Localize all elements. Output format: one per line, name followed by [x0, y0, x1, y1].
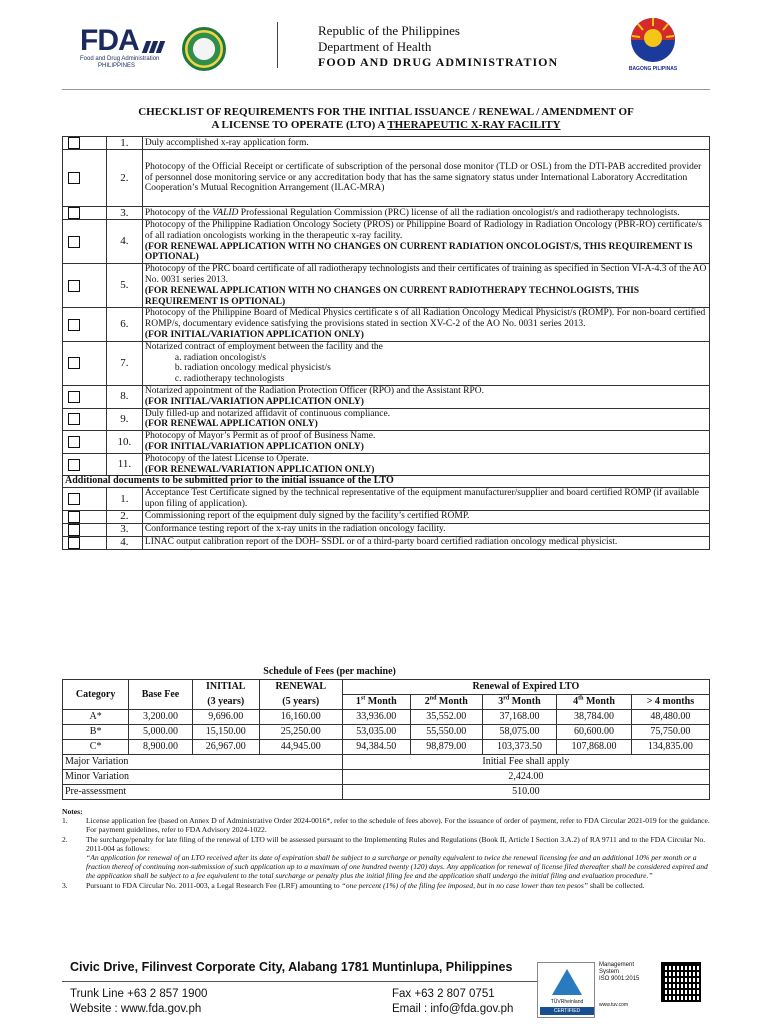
item-number: 4.: [106, 220, 142, 264]
item-text: Photocopy of the Official Receipt or certificate of subscription of the personal dose monitor (TLD or OSL) from the DTI-PAB accredited provider of personnel dose monitoring service or any accreditation body that has the same signatory status under International Laboratory Accreditation Cooperation’s Mutual Recognition Arrangement (ILAC-MRA): [142, 150, 709, 207]
item-condition: (FOR RENEWAL APPLICATION WITH NO CHANGES ON CURRENT RADIOTHERAPY TECHNOLOGISTS, THIS REQUIREMENT IS OPTIONAL): [144, 285, 640, 307]
fee-cell: A*: [63, 710, 129, 725]
note-number: 1.: [62, 816, 68, 826]
additional-row: [63, 488, 710, 511]
fees-title: Schedule of Fees (per machine): [259, 665, 709, 680]
tuv-certified-bar: CERTIFIED: [540, 1007, 594, 1015]
item-number: 10.: [106, 431, 142, 454]
checkbox[interactable]: [68, 172, 80, 184]
checkbox[interactable]: [68, 511, 80, 523]
item-condition: (FOR INITIAL/VARIATION APPLICATION ONLY): [144, 329, 364, 340]
note-1: [62, 816, 710, 834]
item-text: LINAC output calibration report of the DOH- SSDL or of a third-party board certified radiation oncology medical physicist.: [142, 536, 709, 549]
requirement-row: [63, 431, 710, 454]
republic-line: Republic of the Philippines: [318, 23, 460, 38]
col-month-1: 1st Month: [342, 695, 410, 710]
note-quote: “one percent (1%) of the filing fee imposed, but in no case lower than ten pesos”: [341, 880, 589, 890]
fee-cell: 15,150.00: [192, 725, 259, 740]
checkbox[interactable]: [68, 436, 80, 448]
item-condition: (FOR INITIAL/VARIATION APPLICATION ONLY): [144, 396, 364, 407]
fee-cell: 75,750.00: [631, 725, 709, 740]
additional-row: [63, 536, 710, 549]
checkbox[interactable]: [68, 236, 80, 248]
fda-logo-subtitle: Food and Drug Administration: [80, 56, 160, 62]
item-text: Notarized contract of employment between the facility and the: [144, 341, 383, 352]
major-variation-label: Major Variation: [63, 755, 343, 770]
footer-rule: [62, 981, 537, 982]
fee-cell: 44,945.00: [259, 740, 342, 755]
department-line: Department of Health: [318, 39, 432, 54]
fee-cell: C*: [63, 740, 129, 755]
item-text: Conformance testing report of the x-ray units in the radiation oncology facility.: [142, 523, 709, 536]
additional-row: [63, 510, 710, 523]
doh-seal-icon: [182, 27, 226, 71]
fda-logo-stripes: [144, 40, 170, 52]
note-3: [62, 881, 710, 890]
note-text: License application fee (based on Annex D of Administrative Order 2024-0016*, refer to the schedule of fees above). For the issuance of order of payment, refer to FDA Circular 2021-019 for the guidance. For payment guidelines, refer to FDA Advisory 2024-1022.: [86, 816, 710, 835]
checkbox[interactable]: [68, 413, 80, 425]
checkbox[interactable]: [68, 459, 80, 471]
mgmt-line-1: Management: [599, 962, 635, 968]
item-number: 2.: [106, 510, 142, 523]
item-text-pre: Photocopy of the: [144, 207, 213, 218]
requirement-row: [63, 207, 710, 220]
major-variation-value: Initial Fee shall apply: [342, 755, 709, 770]
col-renewal-sub: (5 years): [259, 695, 342, 710]
item-number: 6.: [106, 308, 142, 341]
item-text: Photocopy of the PRC board certificate of all radiotherapy technologists and their certificates of training as specified in Section VI-A-4.3 of the AO No. 0031 series 2013.: [144, 264, 707, 285]
footer-contacts-left: [70, 987, 207, 1017]
fee-cell: 38,784.00: [557, 710, 632, 725]
item-number: 9.: [106, 408, 142, 431]
item-text-italic: VALID: [212, 207, 239, 218]
minor-variation-label: Minor Variation: [63, 770, 343, 785]
fee-cell: 5,000.00: [129, 725, 192, 740]
fee-cell: 103,373.50: [482, 740, 557, 755]
item-number: 1.: [106, 488, 142, 511]
agency-name: FOOD AND DRUG ADMINISTRATION: [318, 55, 559, 69]
email-link[interactable]: Email : info@fda.gov.ph: [392, 1003, 514, 1015]
col-expired: Renewal of Expired LTO: [342, 680, 709, 695]
notes: [62, 807, 710, 890]
checkbox[interactable]: [68, 493, 80, 505]
col-month-2: 2nd Month: [410, 695, 482, 710]
fee-cell: 9,696.00: [192, 710, 259, 725]
tuv-triangle-icon: [552, 969, 582, 995]
requirement-row: [63, 264, 710, 308]
item-sub-a: a. radiation oncologist/s: [174, 352, 266, 363]
footer-contacts-right: [392, 987, 513, 1017]
col-more-months: > 4 months: [631, 695, 709, 710]
fee-cell: 60,600.00: [557, 725, 632, 740]
item-text: Acceptance Test Certificate signed by the technical representative of the equipment manufacturer/supplier and board certified ROMP (if available upon filing of application).: [142, 488, 709, 511]
management-system-label: [599, 962, 657, 1008]
tuv-certification-badge: [537, 962, 595, 1018]
item-text: Photocopy of the Philippine Board of Medical Physics certificate s of all Radiation Oncology Medical Physicist/s (ROMP). For non-board certified ROMP/s, documentary evidence satisfying the provisions stated in section XV-C-2 of the AO No. 0031 series 2013.: [144, 308, 706, 330]
title-prefix: A LICENSE TO OPERATE (LTO) A: [211, 119, 388, 131]
item-number: 1.: [106, 137, 142, 150]
fee-cell: 107,868.00: [557, 740, 632, 755]
footer-address: Civic Drive, Filinvest Corporate City, Alabang 1781 Muntinlupa, Philippines: [70, 960, 513, 974]
mgmt-line-2: System: [599, 969, 620, 975]
additional-heading: Additional documents to be submitted prior to the initial issuance of the LTO: [63, 476, 710, 488]
fee-cell: 58,075.00: [482, 725, 557, 740]
fda-logo-text: FDA: [80, 24, 139, 57]
fee-cell: 37,168.00: [482, 710, 557, 725]
requirement-row: [63, 137, 710, 150]
note-number: 3.: [62, 880, 68, 890]
item-text: [142, 207, 709, 220]
item-number: 3.: [106, 523, 142, 536]
fee-cell: 25,250.00: [259, 725, 342, 740]
requirement-row: [63, 408, 710, 431]
document-title: [62, 106, 710, 132]
fee-row-minor: [63, 770, 710, 785]
checkbox[interactable]: [68, 357, 80, 369]
col-initial-sub: (3 years): [192, 695, 259, 710]
bagong-pilipinas-label: BAGONG PILIPINAS: [628, 66, 678, 72]
note-number: 2.: [62, 834, 68, 844]
fee-row-major: [63, 755, 710, 770]
fee-cell: 98,879.00: [410, 740, 482, 755]
fee-cell: 134,835.00: [631, 740, 709, 755]
requirement-row: [63, 453, 710, 476]
item-number: 11.: [106, 453, 142, 476]
fee-row: [63, 710, 710, 725]
checkbox[interactable]: [68, 319, 80, 331]
item-condition: (FOR RENEWAL/VARIATION APPLICATION ONLY): [144, 464, 375, 475]
item-sub-b: b. radiation oncology medical physicist/s: [174, 363, 331, 374]
title-line-2: [62, 119, 710, 132]
additional-heading-row: [63, 476, 710, 488]
fee-row: [63, 740, 710, 755]
fees-table: [62, 665, 710, 800]
note-2: [62, 835, 710, 881]
item-number: 8.: [106, 385, 142, 408]
item-condition: (FOR RENEWAL APPLICATION ONLY): [144, 419, 318, 430]
item-condition: (FOR INITIAL/VARIATION APPLICATION ONLY): [144, 441, 364, 452]
note-text: The surcharge/penalty for late filing of the renewal of LTO will be assessed pursuant to the Implementing Rules and Regulations (Book II, Article I Section 3.A.2) of RA 9711 and to the FDA Circular No. 2011-004 as follows:: [86, 834, 706, 853]
fee-cell: 8,900.00: [129, 740, 192, 755]
fee-cell: B*: [63, 725, 129, 740]
requirement-row: [63, 308, 710, 341]
fee-cell: 35,552.00: [410, 710, 482, 725]
requirement-row: [63, 341, 710, 385]
item-text: Notarized appointment of the Radiation Protection Officer (RPO) and the Assistant RPO.: [144, 385, 485, 396]
item-number: 5.: [106, 264, 142, 308]
note-text: Pursuant to FDA Circular No. 2011-003, a Legal Research Fee (LRF) amounting to: [86, 880, 342, 890]
qr-code-icon: [661, 962, 701, 1002]
title-facility-type: THERAPEUTIC X-RAY FACILITY: [387, 119, 561, 131]
fee-cell: 55,550.00: [410, 725, 482, 740]
additional-row: [63, 523, 710, 536]
fax-line: Fax +63 2 807 0751: [392, 988, 495, 1000]
checkbox[interactable]: [68, 524, 80, 536]
header-divider: [277, 22, 278, 68]
requirement-row: [63, 385, 710, 408]
header-text: [318, 23, 460, 55]
col-renewal: RENEWAL: [259, 680, 342, 695]
item-text: Duly accomplished x-ray application form.: [142, 137, 709, 150]
item-number: 7.: [106, 341, 142, 385]
note-text-end: shall be collected.: [588, 880, 645, 890]
col-month-3: 3rd Month: [482, 695, 557, 710]
requirement-row: [63, 220, 710, 264]
item-number: 3.: [106, 207, 142, 220]
letterhead: [0, 0, 770, 90]
bagong-pilipinas-icon: [624, 14, 682, 66]
header-rule: [62, 89, 710, 90]
website-link[interactable]: Website : www.fda.gov.ph: [70, 1003, 202, 1015]
fee-cell: 48,480.00: [631, 710, 709, 725]
col-category: Category: [63, 680, 129, 710]
trunk-line: Trunk Line +63 2 857 1900: [70, 988, 208, 1000]
fee-cell: 26,967.00: [192, 740, 259, 755]
item-sub-c: c. radiotherapy technologists: [174, 374, 285, 385]
note-quote: “An application for renewal of an LTO received after its date of expiration shall be subject to a surcharge or penalty equivalent to twice the renewal licensing fee and an additional 10% per month or a fraction thereof of continuing non-submission of such application up to a maximum of one hundred twenty (120) days. Any application for renewal of license filed thereafter shall be considered expired and the application shall be subject to a fee equivalent to the total surcharge or penalty plus the initial filing fee and the application shall undergo the initial filing and evaluation procedure.”: [86, 853, 708, 881]
fee-cell: 3,200.00: [129, 710, 192, 725]
item-condition: (FOR RENEWAL APPLICATION WITH NO CHANGES ON CURRENT RADIATION ONCOLOGIST/S, THIS REQUIREMENT IS OPTIONAL): [144, 241, 693, 263]
fee-cell: 33,936.00: [342, 710, 410, 725]
pre-assessment-value: 510.00: [342, 785, 709, 800]
checkbox[interactable]: [68, 391, 80, 403]
fee-cell: 94,384.50: [342, 740, 410, 755]
fee-row: [63, 725, 710, 740]
item-number: 4.: [106, 536, 142, 549]
mgmt-line-3: ISO 9001:2015: [599, 976, 640, 982]
item-text-post: Professional Regulation Commission (PRC) license of all the radiation oncologist/s and radiotherapy technologists.: [238, 207, 680, 218]
mgmt-web: www.tuv.com: [599, 1002, 629, 1008]
title-line-1: CHECKLIST OF REQUIREMENTS FOR THE INITIAL ISSUANCE / RENEWAL / AMENDMENT OF: [138, 106, 634, 118]
col-initial: INITIAL: [192, 680, 259, 695]
requirements-table: [62, 136, 710, 550]
item-text: Duly filled-up and notarized affidavit of continuous compliance.: [144, 408, 391, 419]
minor-variation-value: 2,424.00: [342, 770, 709, 785]
fda-logo-country: PHILIPPINES: [98, 63, 136, 69]
checkbox[interactable]: [68, 537, 80, 549]
bagong-pilipinas-logo: [624, 14, 682, 76]
tuv-name: TÜVRheinland: [550, 999, 584, 1005]
item-text: Photocopy of Mayor’s Permit as of proof of Business Name.: [144, 431, 376, 442]
item-text: Commissioning report of the equipment duly signed by the facility’s certified ROMP.: [142, 510, 709, 523]
col-base-fee: Base Fee: [129, 680, 192, 710]
checkbox[interactable]: [68, 280, 80, 292]
item-text: Photocopy of the Philippine Radiation Oncology Society (PROS) or Philippine Board of Radiology in Radiation Oncology (PBR-RO) certificate/s of all radiation oncologists working in the therapeutic x-ray facility.: [144, 220, 702, 241]
col-month-4: 4th Month: [557, 695, 632, 710]
checkbox[interactable]: [68, 207, 80, 219]
fee-cell: 16,160.00: [259, 710, 342, 725]
checkbox[interactable]: [68, 137, 80, 149]
notes-heading: Notes:: [62, 807, 83, 816]
fda-logo: [80, 26, 180, 72]
fee-row-preassessment: [63, 785, 710, 800]
item-number: 2.: [106, 150, 142, 207]
pre-assessment-label: Pre-assessment: [63, 785, 343, 800]
fee-cell: 53,035.00: [342, 725, 410, 740]
item-text: Photocopy of the latest License to Operate.: [144, 453, 309, 464]
requirement-row: [63, 150, 710, 207]
